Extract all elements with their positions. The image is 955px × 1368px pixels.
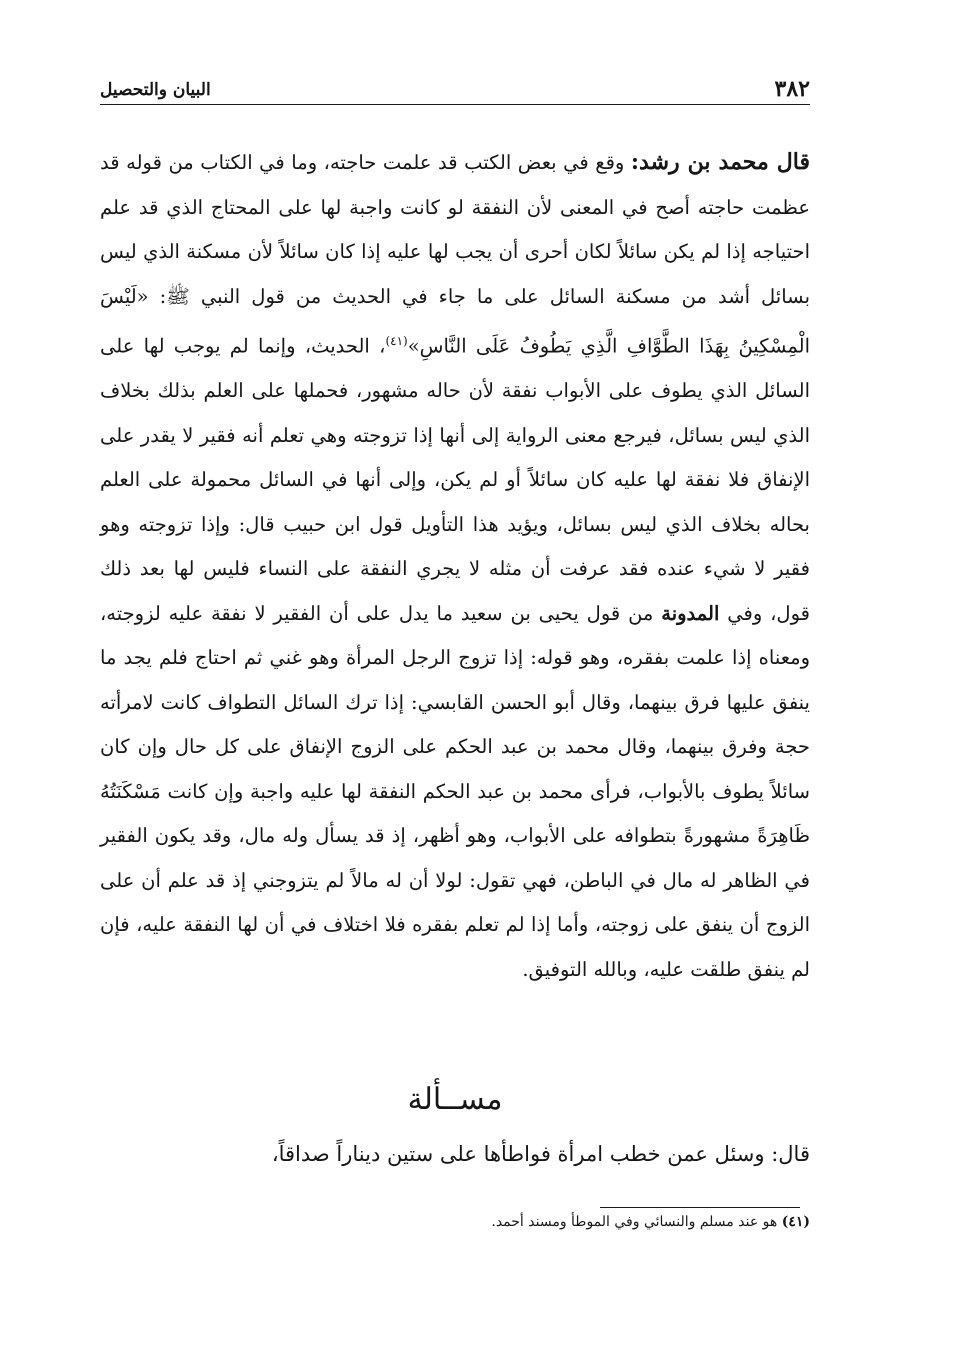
question-text: قال: وسئل عمن خطب امرأة فواطأها على ستين ديناراً صداقاً، — [271, 1142, 810, 1166]
footnote-reference[interactable]: (٤١) — [385, 334, 408, 348]
paragraph-text: من قول يحيى بن سعيد ما يدل على أن الفقير لا نفقة عليه لزوجته، ومعناه إذا علمت بفقره، وهو قوله: إذا تزوج الرجل المرأة وهو غني ثم احتاج فلم يجد ما ينفق عليها فرق بينهما، وقال أبو الحسن القابسي: إذا ترك السائل التطواف كانت لامرأته حجة وفرق بينهما، وقال محمد بن عبد الحكم على الزوج الإنفاق على كل حال وإن كان سائلاً يطوف بالأبواب، فرأى محمد بن عبد الحكم النفقة لها عليه واجبة وإن كانت مَسْكَنَتُهُ ظَاهِرَةً مشهورةً بتطوافه على الأبواب، وهو أظهر، إذ قد يسأل وله مال، وقد يكون الفقير في الظاهر له مال في الباطن، فهي تقول: لولا أن له مالاً لم يتزوجني إذ قد علم أن على الزوج أن ينفق على زوجته، وأما إذا لم تعلم بفقره فلا اختلاف في أن لها النفقة عليه، فإن لم ينفق طلقت عليه، وبالله التوفيق. — [100, 601, 810, 981]
speaker-label: قال محمد بن رشد: — [630, 149, 811, 175]
footnote-number: (٤١) — [781, 1214, 810, 1230]
paragraph-text: ، الحديث، وإنما لم يوجب لها على السائل الذي يطوف على الأبواب نفقة لأن حاله مشهور، فحملها على العلم بذلك بخلاف الذي ليس بسائل، فيرجع معنى الرواية إلى أنها إذا تزوجته وهي تعلم أنه فقير لا يقدر على الإنفاق فلا نفقة لها عليه كان سائلاً أو لم يكن، وإلى أنها في السائل محمولة على العلم بحاله بخلاف الذي ليس بسائل، ويؤيد هذا التأويل قول ابن حبيب قال: وإذا تزوجته وهو فقير لا شيء عنده فقد عرفت أن مثله لا يجري النفقة على النساء فليس لها بعد ذلك قول، وفي — [100, 334, 810, 625]
running-header — [100, 70, 810, 105]
paragraph-text: وقع في بعض الكتب قد علمت حاجته، وما في الكتاب من قوله قد عظمت حاجته أصح في المعنى لأن النفقة لو كانت واجبة لها على المحتاج الذي قد علم احتياجه إذا لم يكن سائلاً لكان أحرى أن يجب لها عليه إذا كان سائلاً لأن مسكنة الذي ليس بسائل أشد من مسكنة السائل على ما جاء في الحديث من قول النبي ﷺ: «لَيْسَ الْمِسْكِينُ بِهَذَا الطَّوَّافِ الَّذِي يَطُوفُ عَلَى النَّاسِ» — [100, 151, 810, 358]
page-number: ٣٨٢ — [774, 76, 810, 102]
commentary-text — [100, 140, 810, 992]
commentary-paragraph — [100, 140, 810, 992]
footnote — [100, 1214, 810, 1230]
section-heading: مســألة — [407, 1082, 503, 1117]
footnote-text: هو عند مسلم والنسائي وفي الموطأ ومسند أحمد. — [491, 1214, 782, 1230]
book-title: البيان والتحصيل — [100, 80, 211, 100]
emphasized-term: المدونة — [661, 601, 720, 625]
footnote-divider — [600, 1207, 800, 1208]
